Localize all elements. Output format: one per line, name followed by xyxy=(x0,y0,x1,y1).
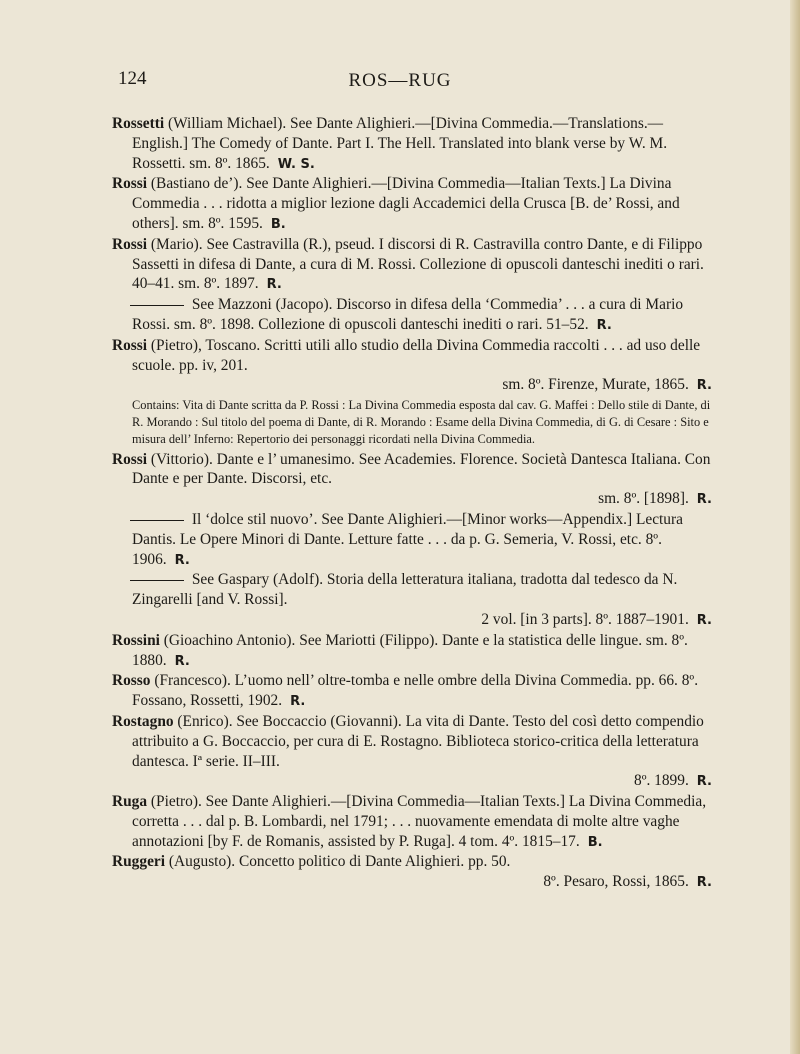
entry-imprint: 2 vol. [in 3 parts]. 8º. 1887–1901. xyxy=(481,610,689,628)
imprint-line xyxy=(132,375,712,396)
library-mark: R. xyxy=(696,612,712,628)
library-mark: R. xyxy=(596,317,612,333)
entry-text: (Francesco). L’uomo nell’ oltre-tomba e nelle ombre della Divina Commedia. pp. 66. 8º. Fossano, Rossetti, 1902. xyxy=(132,672,699,710)
catalogue-entry xyxy=(112,852,712,893)
running-head: ROS—RUG xyxy=(348,70,452,91)
entry-heading: Ruga xyxy=(112,793,148,811)
catalogue-subentry xyxy=(112,510,712,570)
entry-heading: Rossi xyxy=(112,336,148,354)
entry-heading: Ruggeri xyxy=(112,853,166,871)
catalogue-entry xyxy=(112,235,712,295)
catalogue-subentry xyxy=(112,295,712,336)
library-mark: R. xyxy=(696,492,712,508)
contents-note: Contains: Vita di Dante scritta da P. Rossi : La Divina Commedia esposta dal cav. G. Maffei : Dello stile di Dante, di R. Morando : Sul titolo del poema di Dante, di R. Morando : Esame della Divina Commedia, di G. di Cesare : Sito e misura dell’ Inferno: Repertorio dei personaggi ricordati nella Divina Commedia. xyxy=(132,398,711,446)
library-mark: R. xyxy=(696,378,712,394)
catalogue-entries xyxy=(112,114,712,893)
entry-imprint: 8º. Pesaro, Rossi, 1865. xyxy=(543,873,689,891)
imprint-line xyxy=(132,610,712,631)
catalogue-entry xyxy=(112,631,712,672)
entry-text: (Pietro), Toscano. Scritti utili allo studio della Divina Commedia raccolti . . . ad uso delle scuole. pp. iv, 201. xyxy=(132,336,701,374)
entry-text: (Augusto). Concetto politico di Dante Alighieri. pp. 50. xyxy=(165,853,511,871)
library-mark: R. xyxy=(174,552,190,568)
entry-text: (Vittorio). Dante e l’ umanesimo. See Academies. Florence. Società Dantesca Italiana. Con Dante e per Dante. Discorsi, etc. xyxy=(132,450,711,488)
library-mark: W. S. xyxy=(277,156,315,172)
library-mark: R. xyxy=(290,694,306,710)
entry-heading: Rossetti xyxy=(112,115,165,132)
page-number: 124 xyxy=(118,68,147,89)
entry-heading: Rostagno xyxy=(112,712,174,730)
entry-text: (William Michael). See Dante Alighieri.—[Divina Commedia.—Translations.—English.] The Comedy of Dante. Part I. The Hell. Translated into blank verse by W. M. Rossetti. sm. 8º. 1865. xyxy=(132,115,668,172)
entry-text: (Pietro). See Dante Alighieri.—[Divina Commedia—Italian Texts.] La Divina Commedia, corretta . . . dal p. B. Lombardi, nel 1791; . . . nuovamente emendata di molte altre vaghe annotazioni [by F. de Romanis, assisted by P. Ruga]. 4 tom. 4º. 1815–17. xyxy=(132,793,707,850)
catalogue-entry xyxy=(112,792,712,852)
ditto-rule xyxy=(130,520,184,521)
page-edge xyxy=(790,0,800,1054)
catalogue-subentry xyxy=(112,570,712,630)
catalogue-entry xyxy=(112,114,712,174)
catalogue-entry xyxy=(112,671,712,712)
entry-text: See Mazzoni (Jacopo). Discorso in difesa della ‘Commedia’ . . . a cura di Mario Rossi. sm. 8º. 1898. Collezione di opuscoli danteschi inediti o rari. 51–52. xyxy=(132,296,684,333)
entry-heading: Rosso xyxy=(112,672,151,690)
catalogue-entry xyxy=(112,336,712,396)
ditto-rule xyxy=(130,580,184,581)
catalogue-entry xyxy=(112,712,712,792)
entry-text: See Gaspary (Adolf). Storia della letteratura italiana, tradotta dal tedesco da N. Zingarelli [and V. Rossi]. xyxy=(132,571,678,609)
entry-text: (Bastiano de’). See Dante Alighieri.—[Divina Commedia—Italian Texts.] La Divina Commedia . . . ridotta a miglior lezione dagli Accademici della Crusca [B. de’ Rossi, and others]. sm. 8º. 1595. xyxy=(132,175,680,232)
entry-heading: Rossi xyxy=(112,235,148,253)
imprint-line xyxy=(132,771,712,792)
entry-text: (Enrico). See Boccaccio (Giovanni). La vita di Dante. Testo del così detto compendio attribuito a G. Boccaccio, per cura di E. Rostagno. Biblioteca storico-critica della letteratura dantesca. Iª serie. II–III. xyxy=(132,712,704,770)
catalogue-entry xyxy=(112,174,712,234)
library-mark: R. xyxy=(696,875,712,891)
library-mark: R. xyxy=(174,653,190,669)
entry-heading: Rossi xyxy=(112,450,148,468)
library-mark: R. xyxy=(266,277,282,293)
library-mark: R. xyxy=(696,774,712,790)
entry-imprint: sm. 8º. [1898]. xyxy=(598,490,689,508)
entry-imprint: 8º. 1899. xyxy=(634,772,689,790)
library-mark: B. xyxy=(587,834,603,850)
imprint-line xyxy=(132,872,712,893)
catalogue-entry xyxy=(112,450,712,510)
entry-text: (Gioachino Antonio). See Mariotti (Filippo). Dante e la statistica delle lingue. sm. 8º. 1880. xyxy=(132,631,688,669)
ditto-rule xyxy=(130,305,184,306)
entry-text: Il ‘dolce stil nuovo’. See Dante Alighieri.—[Minor works—Appendix.] Lectura Dantis. Le Opere Minori di Dante. Letture fatte . . . da p. G. Semeria, V. Rossi, etc. 8º. 1906. xyxy=(132,510,683,568)
entry-text: (Mario). See Castravilla (R.), pseud. I discorsi di R. Castravilla contro Dante, e di Filippo Sassetti in difesa di Dante, a cura di M. Rossi. Collezione di opuscoli danteschi inediti o rari. 40–41. sm. 8º. 1897. xyxy=(132,235,704,293)
library-mark: B. xyxy=(270,216,286,232)
entry-heading: Rossi xyxy=(112,175,148,193)
entry-imprint: sm. 8º. Firenze, Murate, 1865. xyxy=(502,376,689,394)
entry-heading: Rossini xyxy=(112,631,160,649)
imprint-line xyxy=(132,489,712,510)
